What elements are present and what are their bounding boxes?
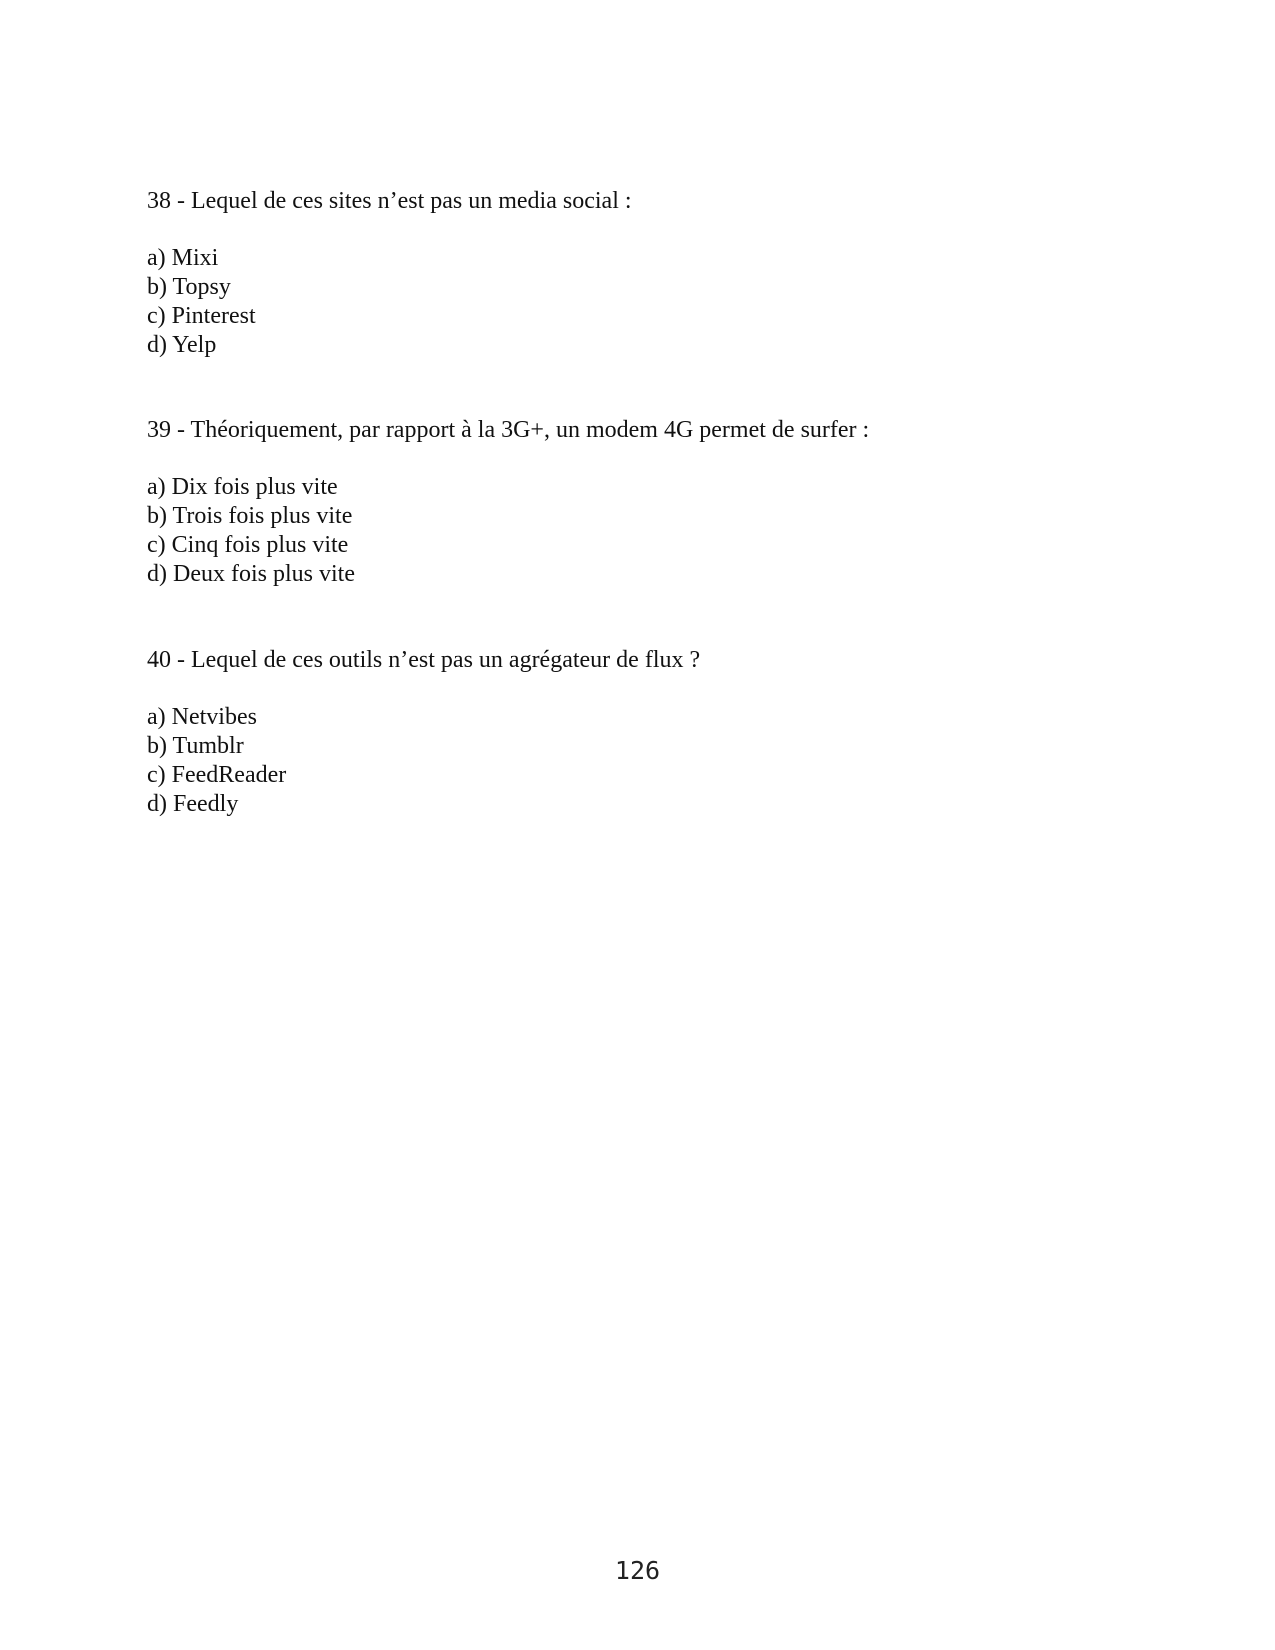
option-b: b) Topsy (147, 274, 231, 300)
option-d: d) Yelp (147, 332, 217, 358)
question-40 (147, 646, 1147, 819)
question-38 (147, 187, 1147, 360)
question-title: 39 - Théoriquement, par rapport à la 3G+, un modem 4G permet de surfer : (147, 417, 870, 443)
page-number: 126 (614, 1556, 661, 1585)
answer-options (147, 244, 1147, 360)
option-a: a) Mixi (147, 245, 219, 271)
option-c: c) Cinq fois plus vite (147, 532, 349, 558)
question-39 (147, 416, 1147, 589)
option-c: c) Pinterest (147, 303, 256, 329)
option-c: c) FeedReader (147, 762, 287, 788)
option-b: b) Tumblr (147, 733, 244, 759)
question-title: 38 - Lequel de ces sites n’est pas un media social : (147, 188, 632, 214)
question-title: 40 - Lequel de ces outils n’est pas un agrégateur de flux ? (147, 647, 701, 673)
option-a: a) Dix fois plus vite (147, 474, 338, 500)
option-d: d) Deux fois plus vite (147, 561, 355, 587)
answer-options (147, 473, 1147, 589)
answer-options (147, 703, 1147, 819)
option-a: a) Netvibes (147, 704, 257, 730)
option-b: b) Trois fois plus vite (147, 503, 353, 529)
option-d: d) Feedly (147, 791, 239, 817)
